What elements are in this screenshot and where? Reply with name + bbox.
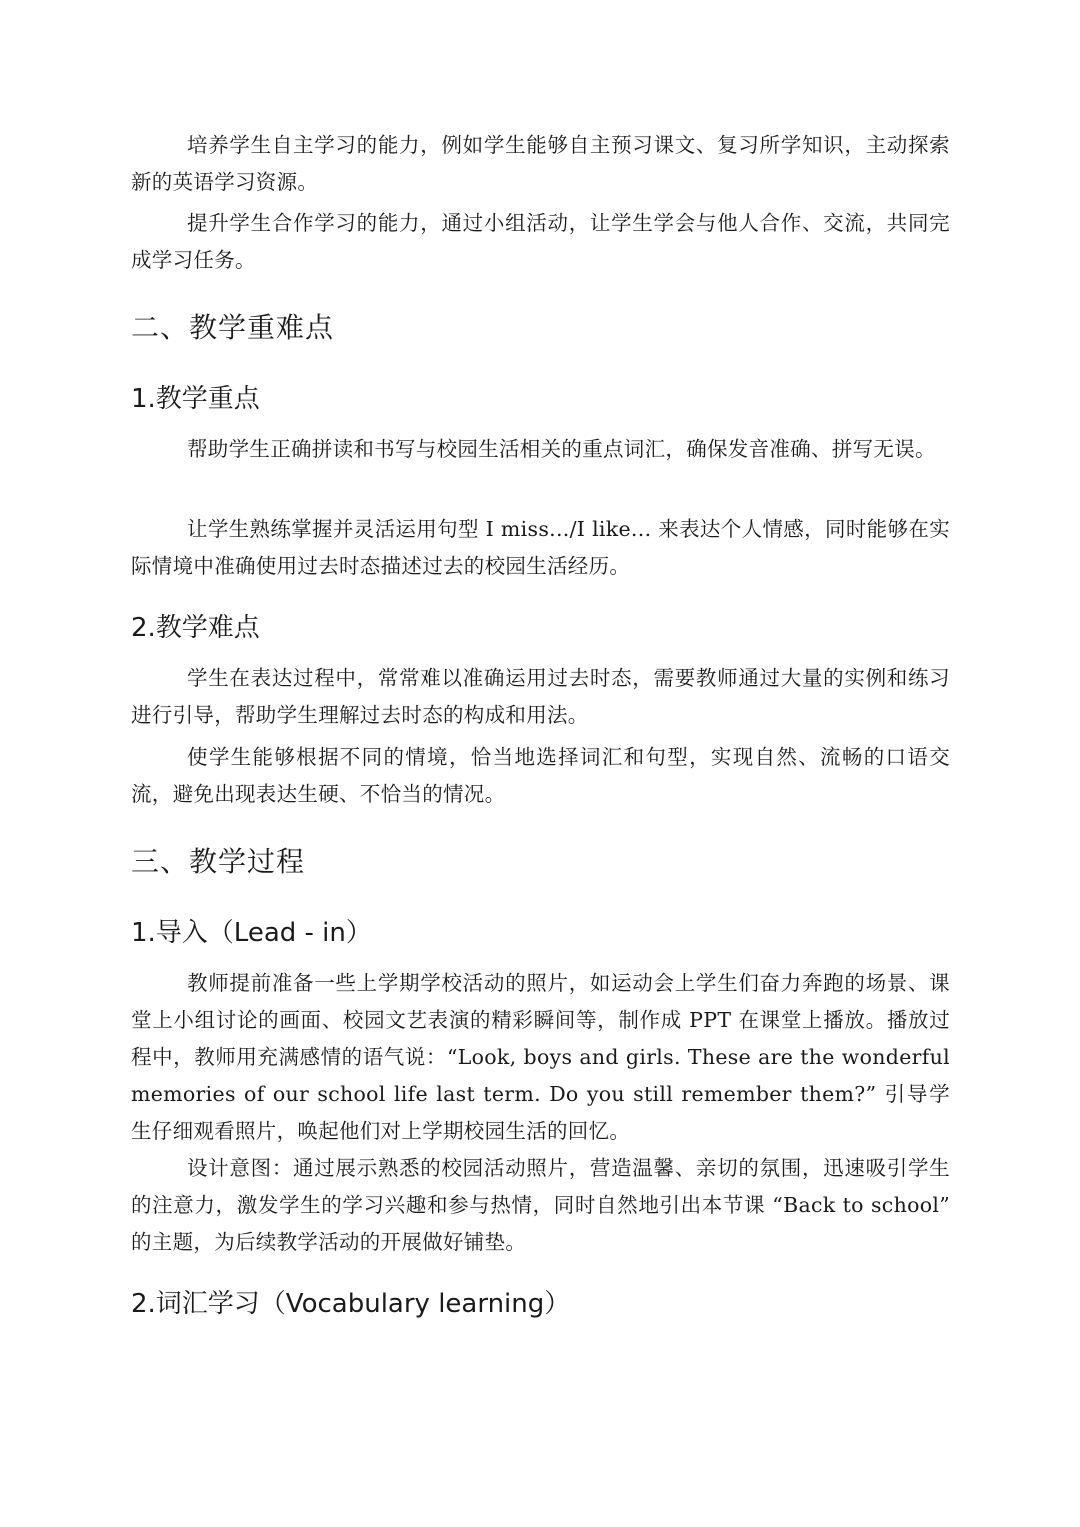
subheading-teaching-focus (131, 380, 950, 418)
section-heading-teaching-process (131, 842, 950, 882)
paragraph-text: 培养学生自主学习的能力，例如学生能够自主预习课文、复习所学知识，主动探索新的英语学习资源。 (131, 133, 950, 194)
section-title: 三、教学过程 (131, 845, 306, 878)
paragraph-design-intent (131, 1150, 950, 1261)
paragraph-text: 提升学生合作学习的能力，通过小组活动，让学生学会与他人合作、交流，共同完成学习任务。 (131, 211, 950, 272)
section-title: 二、教学重难点 (131, 311, 335, 344)
paragraph-sentence-patterns (131, 511, 950, 585)
paragraph-text: 帮助学生正确拼读和书写与校园生活相关的重点词汇，确保发音准确、拼写无误。 (187, 437, 936, 461)
subsection-title: 2.词汇学习（Vocabulary learning） (131, 1289, 571, 1319)
paragraph-oral-communication (131, 739, 950, 813)
paragraph-cooperation (131, 205, 950, 279)
paragraph-text: 使学生能够根据不同的情境，恰当地选择词汇和句型，实现自然、流畅的口语交流，避免出现表达生硬、不恰当的情况。 (131, 745, 950, 806)
paragraph-text: 教师提前准备一些上学期学校活动的照片，如运动会上学生们奋力奔跑的场景、课堂上小组讨论的画面、校园文艺表演的精彩瞬间等，制作成 PPT 在课堂上播放。播放过程中，教师用充满感情的语气说：“Look, boys and girls. These are the wonderful memories of our school life last term. Do you still remember them?” 引导学生仔细观看照片，唤起他们对上学期校园生活的回忆。 (131, 971, 950, 1143)
subheading-lead-in (131, 914, 950, 952)
paragraph-self-study (131, 127, 950, 201)
section-heading-key-difficult-points (131, 308, 950, 348)
paragraph-text: 让学生熟练掌握并灵活运用句型 I miss.../I like... 来表达个人情感，同时能够在实际情境中准确使用过去时态描述过去的校园生活经历。 (131, 517, 950, 578)
subheading-vocabulary-learning (131, 1285, 950, 1323)
paragraph-text: 学生在表达过程中，常常难以准确运用过去时态，需要教师通过大量的实例和练习进行引导，帮助学生理解过去时态的构成和用法。 (131, 666, 950, 727)
paragraph-vocabulary-focus (131, 431, 950, 468)
subheading-teaching-difficulty (131, 609, 950, 647)
paragraph-lead-in-activity (131, 965, 950, 1150)
subsection-title: 1.教学重点 (131, 384, 260, 414)
subsection-title: 1.导入（Lead - in） (131, 918, 372, 948)
paragraph-text: 设计意图：通过展示熟悉的校园活动照片，营造温馨、亲切的氛围，迅速吸引学生的注意力，激发学生的学习兴趣和参与热情，同时自然地引出本节课 “Back to school” 的主题，为后续教学活动的开展做好铺垫。 (131, 1156, 950, 1254)
subsection-title: 2.教学难点 (131, 613, 260, 643)
paragraph-past-tense (131, 660, 950, 734)
